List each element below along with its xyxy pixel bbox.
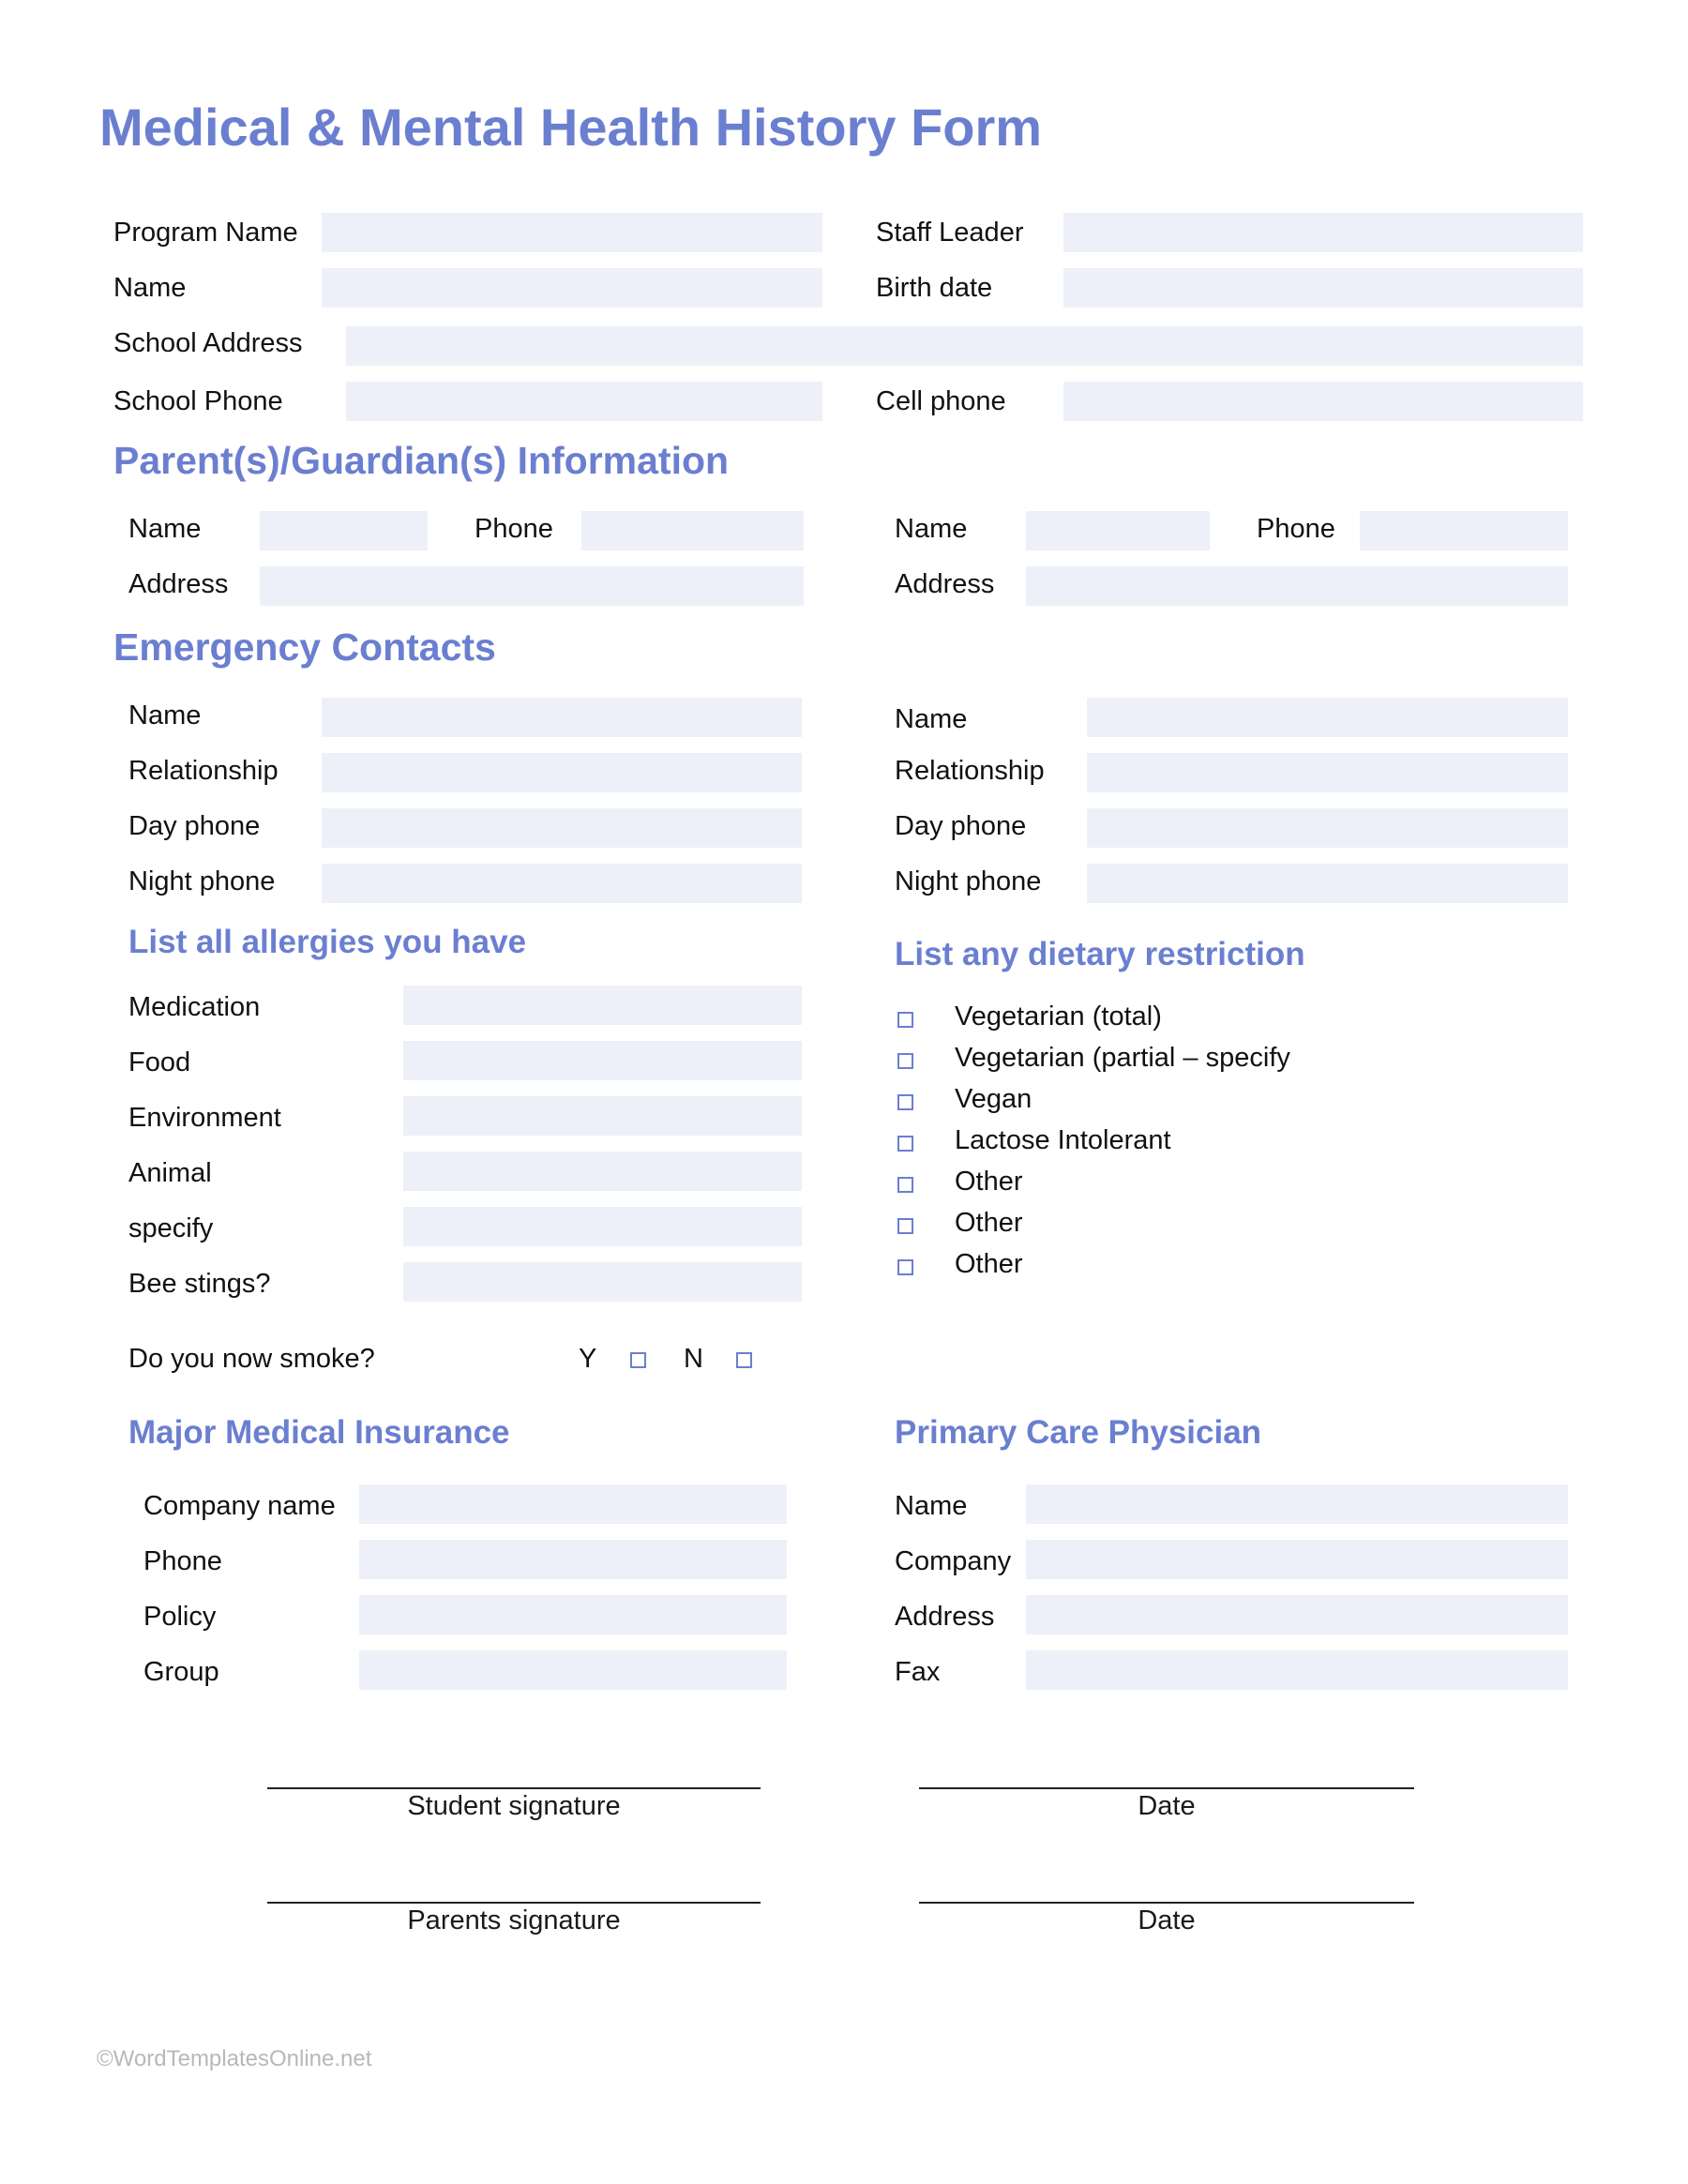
parents-date-label: Date (1138, 1905, 1196, 1935)
staff-leader-input[interactable] (1063, 213, 1583, 252)
diet-checkbox-vegetarian-total[interactable] (897, 1012, 913, 1028)
allergy-animal-label: Animal (128, 1158, 212, 1188)
emergency2-relationship-input[interactable] (1087, 753, 1568, 792)
emergency1-day-phone-input[interactable] (322, 808, 802, 848)
physician-fax-label: Fax (895, 1657, 941, 1687)
smoke-yes-label: Y (579, 1344, 597, 1374)
program-name-input[interactable] (322, 213, 822, 252)
emergency1-name-input[interactable] (322, 698, 802, 737)
parent1-address-label: Address (128, 569, 229, 599)
emergency2-relationship-label: Relationship (895, 756, 1045, 786)
emergency1-name-label: Name (128, 700, 202, 731)
parent2-phone-label: Phone (1257, 514, 1335, 544)
parent1-name-input[interactable] (260, 511, 428, 550)
parent2-name-input[interactable] (1026, 511, 1210, 550)
emergency1-relationship-label: Relationship (128, 756, 279, 786)
student-date-line[interactable] (919, 1787, 1414, 1789)
school-address-input[interactable] (346, 326, 1583, 366)
diet-checkbox-vegetarian-partial[interactable] (897, 1053, 913, 1069)
staff-leader-label: Staff Leader (876, 218, 1024, 248)
name-label: Name (113, 273, 187, 303)
allergy-medication-input[interactable] (403, 986, 802, 1025)
smoke-no-checkbox[interactable] (736, 1352, 752, 1368)
diet-heading: List any dietary restriction (895, 936, 1305, 972)
allergy-specify-label: specify (128, 1213, 214, 1243)
diet-label-other-2: Other (955, 1208, 1023, 1238)
physician-heading: Primary Care Physician (895, 1414, 1262, 1451)
physician-fax-input[interactable] (1026, 1650, 1568, 1690)
smoke-yes-checkbox[interactable] (630, 1352, 646, 1368)
allergy-animal-input[interactable] (403, 1152, 802, 1191)
smoke-question: Do you now smoke? (128, 1344, 375, 1374)
name-input[interactable] (322, 268, 822, 308)
student-signature-line[interactable] (267, 1787, 761, 1789)
diet-checkbox-other-1[interactable] (897, 1177, 913, 1193)
parent1-name-label: Name (128, 514, 202, 544)
allergy-specify-input[interactable] (403, 1207, 802, 1246)
diet-label-lactose: Lactose Intolerant (955, 1125, 1171, 1155)
physician-address-label: Address (895, 1602, 995, 1632)
parent1-phone-input[interactable] (581, 511, 804, 550)
parent2-address-input[interactable] (1026, 566, 1568, 606)
diet-checkbox-vegan[interactable] (897, 1094, 913, 1110)
parent2-phone-input[interactable] (1360, 511, 1568, 550)
insurance-group-input[interactable] (359, 1650, 787, 1690)
emergency1-relationship-input[interactable] (322, 753, 802, 792)
emergency2-night-phone-label: Night phone (895, 866, 1042, 896)
emergency2-day-phone-label: Day phone (895, 811, 1027, 841)
insurance-policy-label: Policy (143, 1602, 217, 1632)
diet-label-vegetarian-partial: Vegetarian (partial – specify (955, 1043, 1290, 1073)
birth-date-input[interactable] (1063, 268, 1583, 308)
insurance-group-label: Group (143, 1657, 219, 1687)
parents-signature-line[interactable] (267, 1902, 761, 1904)
diet-checkbox-other-3[interactable] (897, 1259, 913, 1275)
school-address-label: School Address (113, 328, 303, 358)
emergency1-night-phone-input[interactable] (322, 864, 802, 903)
physician-company-input[interactable] (1026, 1540, 1568, 1579)
allergy-bee-stings-label: Bee stings? (128, 1269, 271, 1299)
insurance-company-input[interactable] (359, 1484, 787, 1524)
physician-name-input[interactable] (1026, 1484, 1568, 1524)
insurance-phone-label: Phone (143, 1546, 222, 1576)
parent1-address-input[interactable] (260, 566, 804, 606)
parent1-phone-label: Phone (475, 514, 553, 544)
diet-label-vegetarian-total: Vegetarian (total) (955, 1002, 1162, 1032)
insurance-company-label: Company name (143, 1491, 336, 1521)
parents-signature-label: Parents signature (407, 1905, 621, 1935)
insurance-policy-input[interactable] (359, 1595, 787, 1634)
school-phone-input[interactable] (346, 382, 822, 421)
physician-name-label: Name (895, 1491, 968, 1521)
diet-checkbox-lactose[interactable] (897, 1136, 913, 1152)
emergency2-night-phone-input[interactable] (1087, 864, 1568, 903)
insurance-heading: Major Medical Insurance (128, 1414, 510, 1451)
allergy-bee-stings-input[interactable] (403, 1262, 802, 1302)
physician-address-input[interactable] (1026, 1595, 1568, 1634)
allergy-medication-label: Medication (128, 992, 261, 1022)
parents-heading: Parent(s)/Guardian(s) Information (113, 439, 730, 482)
smoke-no-label: N (684, 1344, 703, 1374)
diet-label-other-3: Other (955, 1249, 1023, 1279)
emergency2-name-label: Name (895, 704, 968, 734)
emergency1-night-phone-label: Night phone (128, 866, 276, 896)
cell-phone-input[interactable] (1063, 382, 1583, 421)
student-date-label: Date (1138, 1791, 1196, 1821)
emergency2-name-input[interactable] (1087, 698, 1568, 737)
allergy-food-input[interactable] (403, 1041, 802, 1080)
emergency1-day-phone-label: Day phone (128, 811, 261, 841)
diet-checkbox-other-2[interactable] (897, 1218, 913, 1234)
student-signature-label: Student signature (407, 1791, 621, 1821)
parents-date-line[interactable] (919, 1902, 1414, 1904)
birth-date-label: Birth date (876, 273, 993, 303)
insurance-phone-input[interactable] (359, 1540, 787, 1579)
parent2-name-label: Name (895, 514, 968, 544)
emergency2-day-phone-input[interactable] (1087, 808, 1568, 848)
allergy-environment-label: Environment (128, 1103, 281, 1133)
allergy-food-label: Food (128, 1047, 191, 1077)
physician-company-label: Company (895, 1546, 1012, 1576)
cell-phone-label: Cell phone (876, 386, 1006, 416)
allergies-heading: List all allergies you have (128, 924, 527, 960)
watermark: ©WordTemplatesOnline.net (97, 2046, 372, 2071)
page-title: Medical & Mental Health History Form (99, 98, 1043, 157)
allergy-environment-input[interactable] (403, 1096, 802, 1136)
diet-label-other-1: Other (955, 1167, 1023, 1197)
diet-label-vegan: Vegan (955, 1084, 1032, 1114)
parent2-address-label: Address (895, 569, 995, 599)
emergency-heading: Emergency Contacts (113, 625, 496, 669)
program-name-label: Program Name (113, 218, 298, 248)
school-phone-label: School Phone (113, 386, 283, 416)
